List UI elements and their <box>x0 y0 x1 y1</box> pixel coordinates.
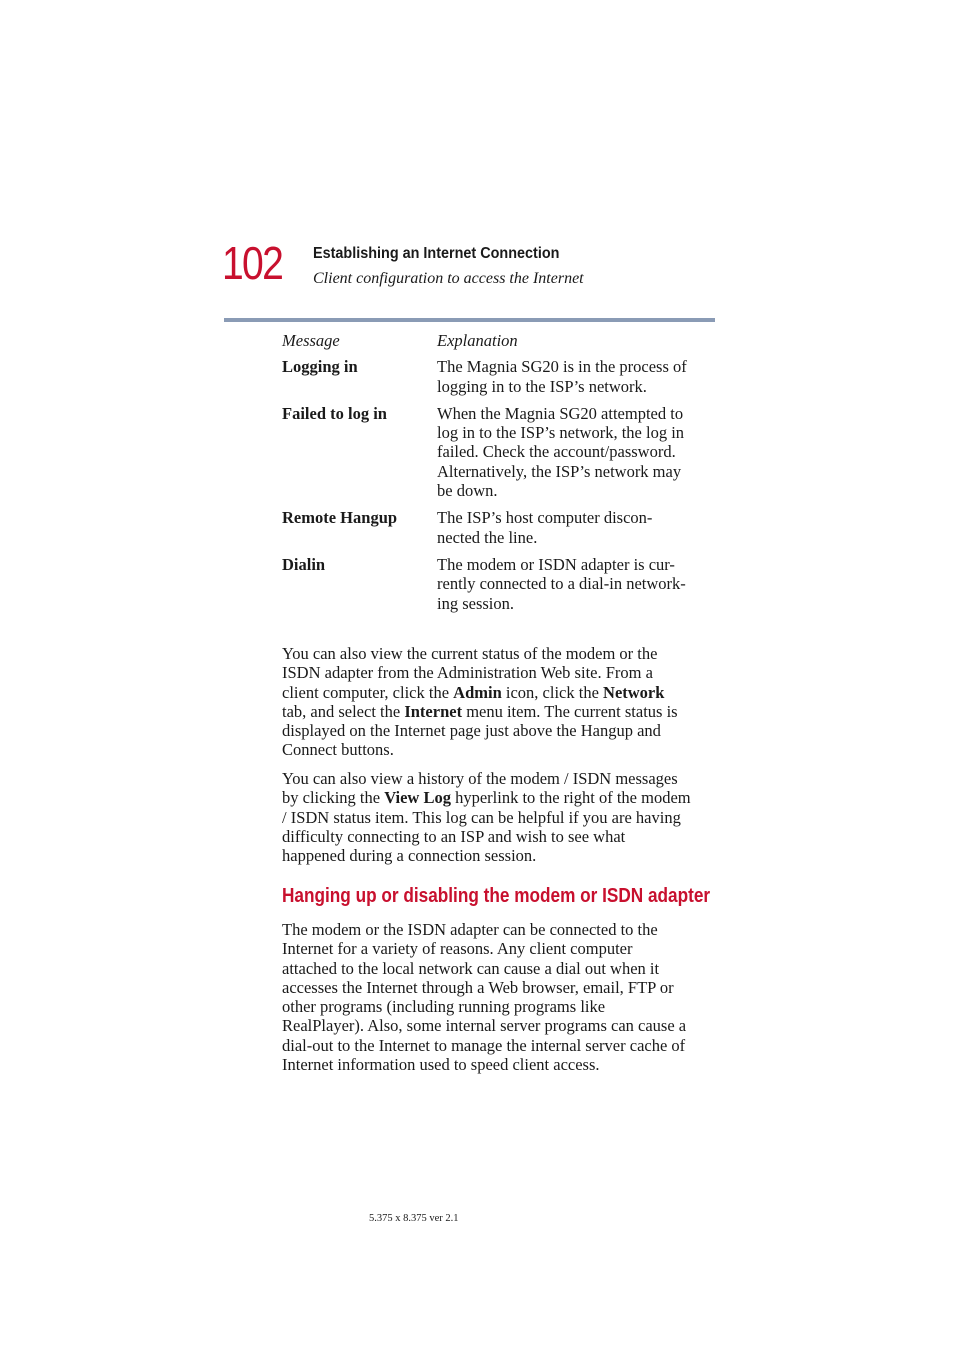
page-number: 102 <box>222 237 283 289</box>
message-term: Remote Hangup <box>282 508 398 528</box>
message-explanation: When the Magnia SG20 attempted to log in to the ISP’s network, the log in failed. Check the account/password. Alternatively, the ISP’s network may be down. <box>437 403 685 501</box>
header-rule <box>224 318 715 322</box>
text-run: tab, and select the <box>282 701 401 721</box>
message-term: Logging in <box>282 357 358 377</box>
view-log-term: View Log <box>384 788 451 808</box>
column-header-explanation: Explanation <box>437 331 518 350</box>
message-explanation: The modem or ISDN adapter is cur- rently connected to a dial-in network- ing session. <box>437 554 686 613</box>
text-run: menu item. The current status is displayed on the Internet page just above the Hangup and Connect buttons. <box>282 701 678 760</box>
chapter-title: Establishing an Internet Connection <box>313 245 560 262</box>
section-heading: Hanging up or disabling the modem or ISDN adapter <box>282 885 711 907</box>
network-term: Network <box>603 682 665 702</box>
message-table <box>282 331 714 621</box>
message-explanation: The ISP’s host computer discon- nected the line. <box>437 508 653 547</box>
table-row <box>282 357 714 396</box>
text-run: icon, click the <box>501 682 604 702</box>
status-paragraph <box>282 644 718 760</box>
message-term: Dialin <box>282 554 326 574</box>
column-header-message: Message <box>282 331 340 350</box>
admin-term: Admin <box>453 682 502 702</box>
text-run: hyperlink to the right of the modem / ISDN status item. This log can be helpful if you are having difficulty connecting to an ISP and wish to see what happened during a connection session. <box>282 788 691 866</box>
table-row <box>282 508 714 547</box>
message-explanation: The Magnia SG20 is in the process of logging in to the ISP’s network. <box>437 357 687 396</box>
table-row <box>282 404 714 500</box>
section-subtitle: Client configuration to access the Internet <box>313 270 584 287</box>
table-row <box>282 555 714 613</box>
text-run: You can also view a history of the modem / ISDN messages by clicking the <box>282 769 678 808</box>
history-paragraph <box>282 769 718 865</box>
table-header-row <box>282 331 714 350</box>
footer-note: 5.375 x 8.375 ver 2.1 <box>369 1213 459 1224</box>
message-term: Failed to log in <box>282 403 387 423</box>
text-run: You can also view the current status of the modem or the ISDN adapter from the Administration Web site. From a client computer, click the <box>282 644 658 702</box>
dial-out-paragraph: The modem or the ISDN adapter can be connected to the Internet for a variety of reasons. Any client computer attached to the local network can cause a dial out when it accesses the Internet through a Web browser, email, FTP or other programs (including running programs like RealPlayer). Also, some internal server programs can cause a dial-out to the Internet to manage the internal server cache of Internet information used to speed client access. <box>282 920 687 1075</box>
internet-term: Internet <box>404 701 463 721</box>
